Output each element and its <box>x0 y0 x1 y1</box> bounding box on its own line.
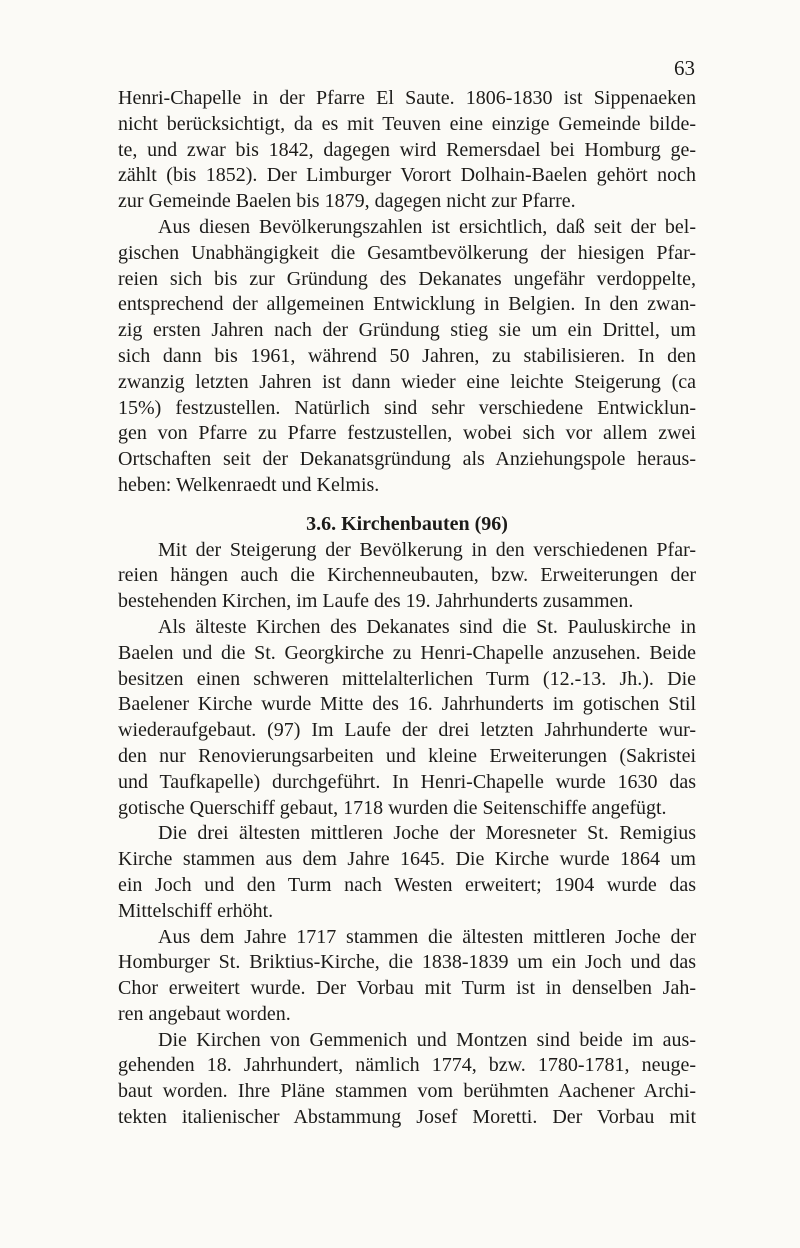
text-line: und Taufkapelle) durchgeführt. In Henri-Chapelle wurde 1630 das <box>118 770 696 793</box>
section-heading: 3.6. Kirchenbauten (96) <box>306 512 508 535</box>
text-line: ren angebaut worden. <box>118 1002 291 1025</box>
paragraph <box>118 215 696 499</box>
paragraph <box>118 86 696 215</box>
text-line: besitzen einen schweren mittelalterlichen Turm (12.-13. Jh.). Die <box>118 667 696 690</box>
text-line: reien sich bis zur Gründung des Dekanates ungefähr verdoppelte, <box>118 267 696 290</box>
text-line: wiederaufgebaut. (97) Im Laufe der drei letzten Jahrhunderte wur- <box>118 719 696 742</box>
text-line: sich dann bis 1961, während 50 Jahren, zu stabilisieren. In den <box>118 344 696 367</box>
intro-paragraphs <box>118 86 696 499</box>
text-line: Mittelschiff erhöht. <box>118 899 274 922</box>
text-line: zur Gemeinde Baelen bis 1879, dagegen nicht zur Pfarre. <box>118 190 576 213</box>
page-number: 63 <box>674 56 695 80</box>
text-line: tekten italienischer Abstammung Josef Moretti. Der Vorbau mit <box>118 1106 696 1129</box>
text-line: Aus diesen Bevölkerungszahlen ist ersichtlich, daß seit der bel- <box>158 215 696 238</box>
paragraph <box>118 1028 696 1131</box>
text-line: zwanzig letzten Jahren ist dann wieder eine leichte Steigerung (ca <box>118 370 696 393</box>
text-line: bestehenden Kirchen, im Laufe des 19. Jahrhunderts zusammen. <box>118 590 634 613</box>
text-line: zählt (bis 1852). Der Limburger Vorort Dolhain-Baelen gehört noch <box>118 164 696 187</box>
text-line: te, und zwar bis 1842, dagegen wird Remersdael bei Homburg ge- <box>118 138 696 161</box>
page-body <box>118 86 696 1131</box>
text-line: nicht berücksichtigt, da es mit Teuven eine einzige Gemeinde bilde- <box>118 112 696 135</box>
paragraph <box>118 538 696 615</box>
text-line: den nur Renovierungsarbeiten und kleine Erweiterungen (Sakristei <box>118 744 696 767</box>
text-line: 15%) festzustellen. Natürlich sind sehr verschiedene Entwicklun- <box>118 396 696 419</box>
text-line: entsprechend der allgemeinen Entwicklung in Belgien. In den zwan- <box>118 293 696 316</box>
text-line: Ortschaften seit der Dekanatsgründung als Anziehungspole heraus- <box>118 448 696 471</box>
text-line: gehenden 18. Jahrhundert, nämlich 1774, bzw. 1780-1781, neuge- <box>118 1054 696 1077</box>
text-line: gischen Unabhängigkeit die Gesamtbevölkerung der hiesigen Pfar- <box>118 241 696 264</box>
text-line: reien hängen auch die Kirchenneubauten, bzw. Erweiterungen der <box>118 564 696 587</box>
paragraph <box>118 925 696 1028</box>
text-line: Mit der Steigerung der Bevölkerung in den verschiedenen Pfar- <box>158 538 696 561</box>
text-line: Aus dem Jahre 1717 stammen die ältesten mittleren Joche der <box>158 925 696 948</box>
text-line: Baelen und die St. Georgkirche zu Henri-Chapelle anzusehen. Beide <box>118 641 696 664</box>
text-line: Chor erweitert wurde. Der Vorbau mit Turm ist in denselben Jah- <box>118 977 696 1000</box>
text-line: Kirche stammen aus dem Jahre 1645. Die Kirche wurde 1864 um <box>118 848 696 871</box>
text-line: Henri-Chapelle in der Pfarre El Saute. 1806-1830 ist Sippenaeken <box>118 87 696 109</box>
text-line: Die Kirchen von Gemmenich und Montzen sind beide im aus- <box>158 1028 696 1051</box>
text-line: gotische Querschiff gebaut, 1718 wurden die Seitenschiffe angefügt. <box>118 796 667 819</box>
text-line: zig ersten Jahren nach der Gründung stieg sie um ein Drittel, um <box>118 319 696 342</box>
paragraph <box>118 615 696 821</box>
text-line: Baelener Kirche wurde Mitte des 16. Jahrhunderts im gotischen Stil <box>118 693 696 716</box>
text-line: baut worden. Ihre Pläne stammen vom berühmten Aachener Archi- <box>118 1080 696 1103</box>
text-line: heben: Welkenraedt und Kelmis. <box>118 473 380 496</box>
text-line: Als älteste Kirchen des Dekanates sind die St. Pauluskirche in <box>158 615 696 638</box>
text-line: Die drei ältesten mittleren Joche der Moresneter St. Remigius <box>158 822 696 845</box>
section-paragraphs <box>118 538 696 1131</box>
text-line: gen von Pfarre zu Pfarre festzustellen, wobei sich vor allem zwei <box>118 422 696 445</box>
text-line: Homburger St. Briktius-Kirche, die 1838-1839 um ein Joch und das <box>118 951 696 974</box>
text-line: ein Joch und den Turm nach Westen erweitert; 1904 wurde das <box>118 873 696 896</box>
paragraph <box>118 821 696 924</box>
